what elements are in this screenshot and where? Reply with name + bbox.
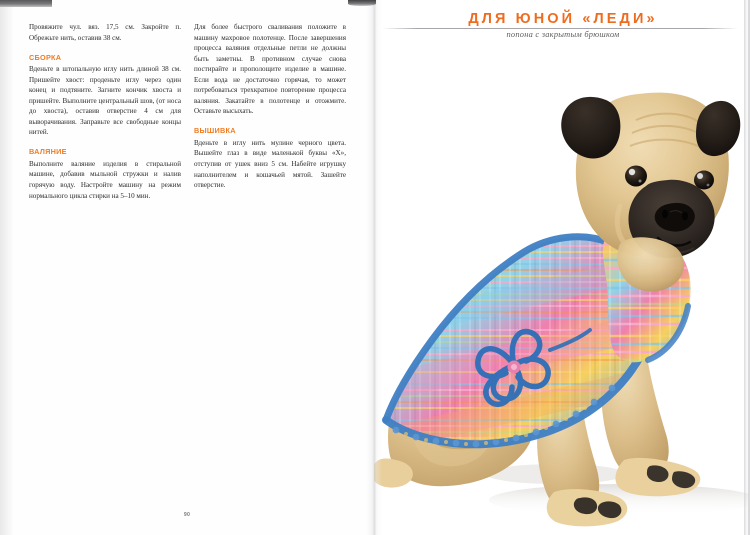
intro-paragraph: Провяжите чул. вяз. 17,5 см. Закройте п. Обрежьте нить, оставив 38 см. bbox=[29, 23, 181, 42]
page-title: ДЛЯ ЮНОЙ «ЛЕДИ» bbox=[468, 11, 658, 27]
page-subtitle: попона с закрытым брюшком bbox=[506, 30, 620, 39]
assembly-heading: СБОРКА bbox=[29, 52, 62, 62]
chapter-title-block bbox=[382, 12, 744, 40]
assembly-paragraph: Вденьте в штопальную иглу нить длиной 38 см. Пришейте хвост: проденьте иглу через один конец и подтяните. Загните кончик хвоста и пришейте. Выполните центральный шов, (от носа до хвоста), оставив отверстие 4 см для выворачивания. Заправьте все свободные концы нитей. bbox=[29, 65, 181, 137]
text-column-2 bbox=[194, 22, 346, 201]
left-page bbox=[0, 0, 374, 535]
scan-artifact-top-left bbox=[0, 0, 52, 7]
page-number: 90 bbox=[183, 512, 191, 518]
title-divider bbox=[382, 28, 738, 29]
text-columns bbox=[29, 22, 347, 201]
left-page-edge-shadow bbox=[0, 0, 14, 535]
embroidery-heading: ВЫШИВКА bbox=[194, 126, 236, 136]
felting-continued-paragraph: Для более быстрого сваливания положите в машину махровое полотенце. После завершения процесса валяния отдельные петли не должны быть заметны. В противном случае снова постирайте и прополощите изделие в машине. Если вода не достаточно горячая, то может потребоваться трехкратное повторение процесса валяния. Закатайте в полотенце и отожмите. Оставьте высыхать. bbox=[194, 23, 346, 116]
felting-heading: ВАЛЯНИЕ bbox=[29, 147, 67, 157]
text-column-1 bbox=[29, 22, 181, 201]
felting-paragraph: Выполните валяние изделия в стиральной машине, добавив мыльной стружки и налив горячую воду. Настройте машину на режим нормального цикла стирки на 5–10 мин. bbox=[29, 159, 181, 200]
pug-in-knitted-dog-coat-photo bbox=[374, 0, 750, 535]
scan-artifact-top-gutter bbox=[348, 0, 376, 6]
right-page bbox=[374, 0, 750, 535]
embroidery-paragraph: Вденьте в иглу нить мулине черного цвета. Вышейте глаз в виде маленькой буквы «Х», отступив от ушек вниз 5 см. Набейте игрушку наполнителем и кошачьей мятой. Зашейте отверстие. bbox=[194, 138, 346, 190]
